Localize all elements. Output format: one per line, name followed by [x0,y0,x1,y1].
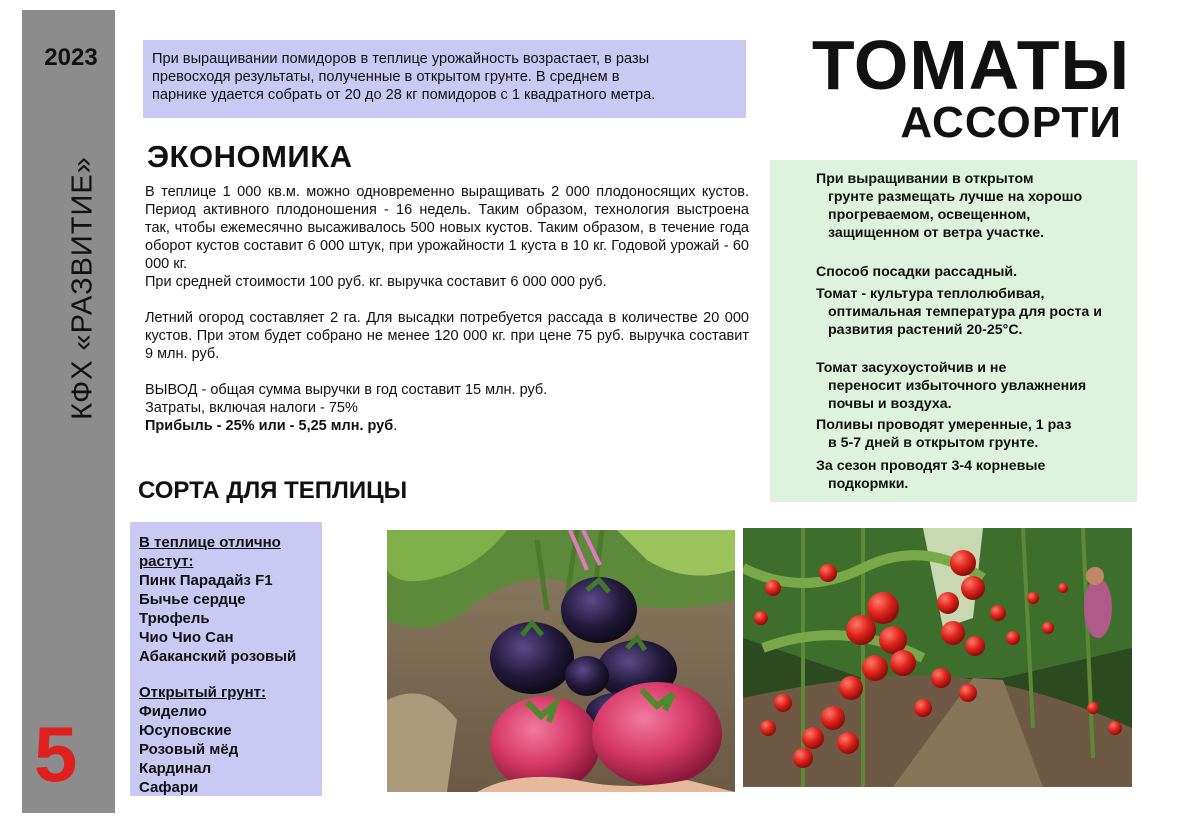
economics-heading: ЭКОНОМИКА [147,139,353,174]
brand-name: КФХ «РАЗВИТИЕ» [66,156,99,420]
growing-tips-box [770,160,1137,502]
tip-item: Поливы проводят умеренные, 1 раз в 5-7 дней в открытом грунте. [816,417,1072,451]
variety-item: Трюфель [139,610,210,627]
variety-item: Пинк Парадайз F1 [139,572,273,589]
intro-line: При выращивании помидоров в теплице урожайность возрастает, в разы [152,51,650,67]
economics-paragraph: Летний огород составляет 2 га. Для высадки потребуется рассада в количестве 20 000 кустов. При этом будет собрано не менее 120 000 кг. при цене 75 руб. выручка составит 9 млн. руб. [145,310,749,362]
tip-item: Способ посадки рассадный. [816,264,1018,280]
page-number: 5 [34,710,78,798]
greenhouse-heading: растут: [139,553,194,570]
economics-text [145,183,749,435]
tip-item: За сезон проводят 3-4 корневые подкормки. [816,458,1046,492]
year-label: 2023 [44,44,98,71]
greenhouse-heading: В теплице отлично [139,534,281,551]
variety-item: Кардинал [139,760,212,777]
red-tomatoes-greenhouse-photo [743,528,1132,787]
variety-item: Сафари [139,779,199,796]
page-title: ТОМАТЫ [811,26,1130,104]
economics-conclusion: ВЫВОД - общая сумма выручки в год составит 15 млн. руб. [145,382,548,398]
tip-item: Томат засухоустойчив и не переносит избыточного увлажнения почвы и воздуха. [816,360,1087,412]
tip-item: Томат - культура теплолюбивая, оптимальная температура для роста и развития растений 20-25°С. [816,286,1102,338]
variety-item: Юсуповские [139,722,232,739]
page-subtitle: АССОРТИ [900,98,1122,147]
intro-box [143,40,746,118]
variety-item: Фиделио [139,703,207,720]
variety-item: Чио Чио Сан [139,629,234,646]
economics-paragraph: При средней стоимости 100 руб. кг. выручка составит 6 000 000 руб. [145,274,607,290]
varieties-box [130,522,322,796]
economics-costs: Затраты, включая налоги - 75% [145,400,358,416]
open-ground-heading: Открытый грунт: [139,684,266,701]
economics-paragraph: В теплице 1 000 кв.м. можно одновременно выращивать 2 000 плодоносящих кустов. Период активного плодоношения - 16 недель. Таким образом, технология выстроена так, чтобы ежемесячно высаживалось 500 новых кустов. Таким образом, в течение года оборот кустов составит 6 000 штук, при урожайности 1 куста в 10 кг. Годовой урожай - 60 000 кг. [145,184,749,272]
economics-profit-line: Прибыль - 25% или - 5,25 млн. руб. [145,418,398,434]
purple-and-pink-tomatoes-photo [387,530,735,792]
variety-item: Бычье сердце [139,591,246,608]
tip-item: При выращивании в открытом грунте размещать лучше на хорошо прогреваемом, освещенном, защищенном от ветра участке. [816,171,1083,241]
economics-profit: Прибыль - 25% или - 5,25 млн. руб [145,418,394,434]
variety-item: Розовый мёд [139,741,239,758]
varieties-heading: СОРТА ДЛЯ ТЕПЛИЦЫ [138,477,408,504]
variety-item: Абаканский розовый [139,648,297,665]
intro-line: превосходя результаты, полученные в открытом грунте. В среднем в [152,69,620,85]
intro-line: парнике удается собрать от 20 до 28 кг помидоров с 1 квадратного метра. [152,87,656,103]
